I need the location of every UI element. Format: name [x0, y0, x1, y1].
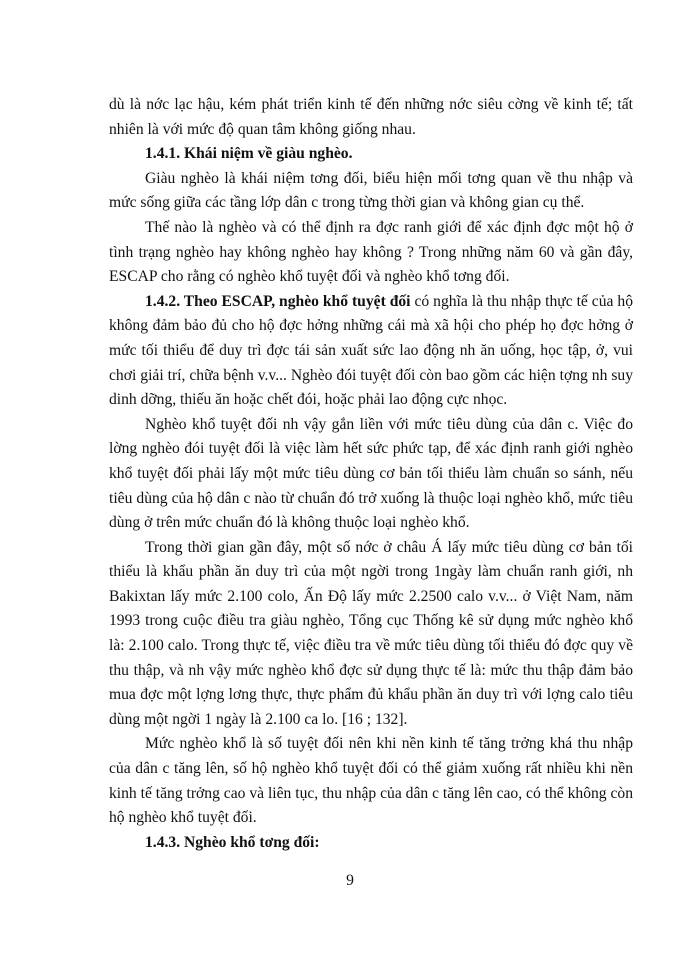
paragraph-question: Thế nào là nghèo và có thể định ra đợc ranh giới để xác định đợc một hộ ở tình trạng nghèo hay không nghèo hay không ? Trong những năm 60 và gần đây, ESCAP cho rằng có nghèo khổ tuyệt đối và nghèo khổ tơng đối.: [109, 218, 633, 286]
section-heading-1-4-1: 1.4.1. Khái niệm về giàu nghèo.: [145, 145, 353, 163]
paragraph-absolute-poverty: [109, 290, 633, 413]
paragraph-measurement: Nghèo khổ tuyệt đối nh vậy gắn liền với mức tiêu dùng của dân c. Việc đo lờng nghèo đói tuyệt đối là việc làm hết sức phức tạp, để xác định ranh giới nghèo khổ tuyệt đối phải lấy một mức tiêu dùng cơ bản tối thiểu làm chuẩn so sánh, nếu tiêu dùng của hộ dân c nào từ chuẩn đó trở xuống là thuộc loại nghèo khổ, mức tiêu dùng ở trên mức chuẩn đó là không thuộc loại nghèo khổ.: [109, 415, 633, 532]
page-body: [109, 93, 633, 855]
paragraph-intro-continuation: dù là nớc lạc hậu, kém phát triển kinh tế đến những nớc siêu cờng về kinh tế; tất nhiên là với mức độ quan tâm không giống nhau.: [109, 96, 633, 138]
paragraph-asia-standard: Trong thời gian gần đây, một số nớc ở châu Á lấy mức tiêu dùng cơ bản tối thiểu là khẩu phần ăn duy trì của một ngời trong 1ngày làm chuẩn ranh giới, nh Bakixtan lấy mức 2.100 colo, Ấn Độ lấy mức 2.2500 calo v.v... ở Việt Nam, năm 1993 trong cuộc điều tra giàu nghèo, Tổng cục Thống kê sử dụng mức nghèo khổ là: 2.100 calo. Trong thực tế, việc điều tra về mức tiêu dùng tối thiểu đó đợc quy về thu thập, và nh vậy mức nghèo khổ đợc sử dụng thực tế là: mức thu thập đảm bảo mua đợc một lợng lơng thực, thực phẩm đủ khẩu phần ăn duy trì với lợng calo tiêu dùng một ngời 1 ngày là 2.100 ca lo. [16 ; 132].: [109, 538, 633, 728]
section-heading-1-4-3: 1.4.3. Nghèo khổ tơng đối:: [145, 833, 320, 851]
absolute-poverty-text: có nghĩa là thu nhập thực tế của hộ không đảm bảo đủ cho hộ đợc hởng những cái mà xã hội cho phép họ đợc hởng ở mức tối thiểu để duy trì đợc tái sản xuất sức lao động nh ăn uống, học tập, ở, vui chơi giải trí, chữa bệnh v.v... Nghèo đói tuyệt đối còn bao gồm các hiện tợng nh suy dinh dỡng, thiếu ăn hoặc chết đói, hoặc phải lao động cực nhọc.: [109, 292, 634, 409]
paragraph-growth: Mức nghèo khổ là số tuyệt đối nên khi nền kinh tế tăng trởng khá thu nhập của dân c tăng lên, số hộ nghèo khổ tuyệt đối có thể giảm xuống rất nhiều khi nền kinh tế tăng trởng cao và liên tục, thu nhập của dân c tăng lên cao, có thể không còn hộ nghèo khổ tuyệt đối.: [109, 735, 633, 827]
paragraph-definition: Giàu nghèo là khái niệm tơng đối, biểu hiện mối tơng quan về thu nhập và mức sống giữa các tầng lớp dân c trong từng thời gian và không gian cụ thể.: [109, 169, 633, 212]
page-number: 9: [346, 872, 354, 889]
section-heading-1-4-2: 1.4.2. Theo ESCAP, nghèo khổ tuyệt đối: [145, 292, 411, 310]
